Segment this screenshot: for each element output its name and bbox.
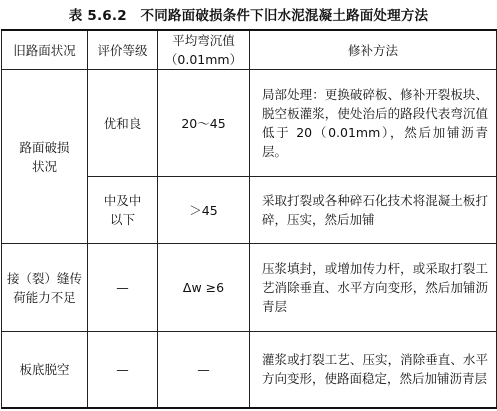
cell-grade: 优和良: [88, 70, 158, 177]
header-deflection: [158, 30, 250, 70]
table-row: [2, 332, 497, 408]
cell-grade: —: [88, 244, 158, 332]
cell-deflection: ＞45: [158, 177, 250, 244]
table-title: 表 5.6.2 不同路面破损条件下旧水泥混凝土路面处理方法: [68, 8, 429, 24]
cell-condition: 路面破损状况: [2, 70, 88, 244]
cell-deflection: 20～45: [158, 70, 250, 177]
cell-method: 局部处理：更换破碎板、修补开裂板块、脱空板灌浆，使处治后的路段代表弯沉值低于 20（0.01mm），然后加铺沥青层。: [250, 70, 497, 177]
table-row: [2, 70, 497, 177]
cell-method: 压浆填封，或增加传力杆，或采取打裂工艺消除垂直、水平方向变形，然后加铺沥青层: [250, 244, 497, 332]
table-row: [2, 244, 497, 332]
cell-deflection: Δw ≥6: [158, 244, 250, 332]
repair-methods-table: [1, 29, 497, 409]
header-grade: 评价等级: [88, 30, 158, 70]
table-header-row: [2, 30, 497, 70]
cell-method: 采取打裂或各种碎石化技术将混凝土板打碎，压实，然后加铺: [250, 177, 497, 244]
header-condition: 旧路面状况: [2, 30, 88, 70]
cell-condition: 接（裂）缝传荷能力不足: [2, 244, 88, 332]
cell-method: 灌浆或打裂工艺、压实，消除垂直、水平方向变形，使路面稳定，然后加铺沥青层: [250, 332, 497, 408]
cell-deflection: —: [158, 332, 250, 408]
header-deflection-line1: 平均弯沉值: [172, 33, 235, 48]
cell-condition: 板底脱空: [2, 332, 88, 408]
header-deflection-line2: （0.01mm）: [164, 52, 243, 67]
header-method: 修补方法: [250, 30, 497, 70]
cell-grade: 中及中以下: [88, 177, 158, 244]
cell-grade: —: [88, 332, 158, 408]
